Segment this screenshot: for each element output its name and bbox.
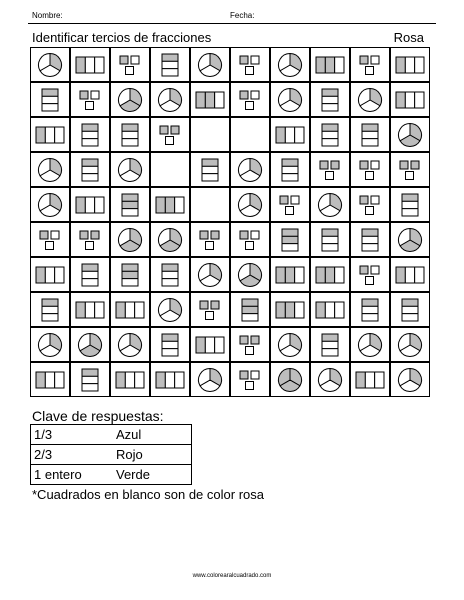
three-squares-fraction-icon	[78, 89, 102, 111]
grid-cell	[270, 82, 310, 117]
grid-cell	[190, 327, 230, 362]
three-squares-fraction-icon	[238, 89, 262, 111]
grid-cell	[350, 327, 390, 362]
horizontal-bar-fraction-icon	[395, 91, 425, 109]
horizontal-bar-fraction-icon	[75, 301, 105, 319]
grid-cell	[150, 327, 190, 362]
grid-cell	[230, 152, 270, 187]
key-fraction: 2/3	[31, 445, 114, 465]
name-label: Nombre:	[32, 11, 63, 20]
grid-cell	[270, 362, 310, 397]
grid-cell	[150, 47, 190, 82]
grid-cell	[310, 152, 350, 187]
grid-cell	[310, 257, 350, 292]
three-squares-fraction-icon	[238, 334, 262, 356]
vertical-bar-fraction-icon	[161, 53, 179, 77]
grid-cell	[390, 47, 430, 82]
grid-cell	[390, 187, 430, 222]
vertical-bar-fraction-icon	[321, 333, 339, 357]
grid-cell	[110, 82, 150, 117]
key-color: Azul	[113, 425, 192, 445]
grid-cell	[190, 362, 230, 397]
horizontal-bar-fraction-icon	[275, 126, 305, 144]
three-squares-fraction-icon	[78, 229, 102, 251]
pie-fraction-icon	[157, 87, 183, 113]
vertical-bar-fraction-icon	[201, 158, 219, 182]
vertical-bar-fraction-icon	[121, 263, 139, 287]
grid-cell	[150, 152, 190, 187]
pie-fraction-icon	[117, 157, 143, 183]
grid-cell	[190, 117, 230, 152]
horizontal-bar-fraction-icon	[195, 91, 225, 109]
grid-cell	[230, 117, 270, 152]
fraction-grid	[30, 47, 430, 397]
answer-key-title: Clave de respuestas:	[32, 408, 164, 424]
grid-cell	[350, 187, 390, 222]
grid-cell	[310, 292, 350, 327]
horizontal-bar-fraction-icon	[395, 56, 425, 74]
grid-cell	[190, 82, 230, 117]
grid-cell	[350, 82, 390, 117]
pie-fraction-icon	[277, 52, 303, 78]
date-label: Fecha:	[230, 11, 255, 20]
pie-fraction-icon	[37, 332, 63, 358]
pie-fraction-icon	[157, 227, 183, 253]
grid-cell	[270, 292, 310, 327]
grid-cell	[150, 222, 190, 257]
grid-cell	[230, 47, 270, 82]
key-color: Verde	[113, 465, 192, 485]
grid-cell	[390, 362, 430, 397]
grid-cell	[110, 327, 150, 362]
pie-fraction-icon	[277, 332, 303, 358]
vertical-bar-fraction-icon	[41, 298, 59, 322]
grid-cell	[70, 47, 110, 82]
grid-cell	[390, 257, 430, 292]
three-squares-fraction-icon	[238, 229, 262, 251]
pie-fraction-icon	[357, 87, 383, 113]
horizontal-bar-fraction-icon	[75, 56, 105, 74]
pie-fraction-icon	[277, 367, 303, 393]
grid-cell	[390, 82, 430, 117]
pie-fraction-icon	[317, 192, 343, 218]
pie-fraction-icon	[77, 332, 103, 358]
pie-fraction-icon	[317, 367, 343, 393]
vertical-bar-fraction-icon	[401, 298, 419, 322]
vertical-bar-fraction-icon	[281, 158, 299, 182]
pie-fraction-icon	[237, 262, 263, 288]
grid-cell	[110, 152, 150, 187]
vertical-bar-fraction-icon	[321, 123, 339, 147]
grid-cell	[110, 222, 150, 257]
grid-cell	[110, 117, 150, 152]
grid-cell	[230, 187, 270, 222]
grid-cell	[230, 327, 270, 362]
horizontal-bar-fraction-icon	[35, 371, 65, 389]
vertical-bar-fraction-icon	[121, 193, 139, 217]
pie-fraction-icon	[397, 332, 423, 358]
answer-key-table	[30, 424, 192, 485]
vertical-bar-fraction-icon	[161, 333, 179, 357]
grid-cell	[110, 187, 150, 222]
answer-key-row	[31, 425, 192, 445]
grid-cell	[390, 222, 430, 257]
three-squares-fraction-icon	[358, 54, 382, 76]
grid-cell	[350, 362, 390, 397]
three-squares-fraction-icon	[238, 54, 262, 76]
key-fraction: 1/3	[31, 425, 114, 445]
grid-cell	[390, 117, 430, 152]
target-color: Rosa	[393, 30, 424, 45]
horizontal-bar-fraction-icon	[315, 301, 345, 319]
grid-cell	[30, 292, 70, 327]
worksheet-title: Identificar tercios de fracciones	[32, 30, 212, 45]
grid-cell	[190, 47, 230, 82]
grid-cell	[190, 187, 230, 222]
grid-cell	[270, 47, 310, 82]
vertical-bar-fraction-icon	[361, 298, 379, 322]
grid-cell	[110, 257, 150, 292]
grid-cell	[70, 82, 110, 117]
grid-cell	[390, 152, 430, 187]
grid-cell	[350, 152, 390, 187]
pie-fraction-icon	[117, 332, 143, 358]
horizontal-bar-fraction-icon	[155, 196, 185, 214]
horizontal-bar-fraction-icon	[195, 336, 225, 354]
grid-cell	[230, 292, 270, 327]
horizontal-bar-fraction-icon	[155, 371, 185, 389]
vertical-bar-fraction-icon	[121, 123, 139, 147]
grid-cell	[30, 257, 70, 292]
vertical-bar-fraction-icon	[81, 263, 99, 287]
vertical-bar-fraction-icon	[241, 298, 259, 322]
horizontal-bar-fraction-icon	[75, 196, 105, 214]
grid-cell	[390, 327, 430, 362]
grid-cell	[310, 362, 350, 397]
grid-cell	[70, 362, 110, 397]
pie-fraction-icon	[397, 367, 423, 393]
key-color: Rojo	[113, 445, 192, 465]
header-line	[28, 23, 436, 24]
grid-cell	[230, 222, 270, 257]
grid-cell	[30, 152, 70, 187]
pie-fraction-icon	[397, 227, 423, 253]
pie-fraction-icon	[277, 87, 303, 113]
grid-cell	[310, 327, 350, 362]
pie-fraction-icon	[117, 227, 143, 253]
grid-cell	[350, 257, 390, 292]
grid-cell	[190, 152, 230, 187]
grid-cell	[310, 187, 350, 222]
three-squares-fraction-icon	[238, 369, 262, 391]
vertical-bar-fraction-icon	[361, 123, 379, 147]
pie-fraction-icon	[357, 332, 383, 358]
grid-cell	[230, 82, 270, 117]
horizontal-bar-fraction-icon	[315, 56, 345, 74]
grid-cell	[150, 257, 190, 292]
three-squares-fraction-icon	[118, 54, 142, 76]
grid-cell	[30, 327, 70, 362]
grid-cell	[110, 362, 150, 397]
grid-cell	[190, 257, 230, 292]
three-squares-fraction-icon	[358, 264, 382, 286]
pie-fraction-icon	[37, 52, 63, 78]
horizontal-bar-fraction-icon	[275, 266, 305, 284]
vertical-bar-fraction-icon	[321, 88, 339, 112]
horizontal-bar-fraction-icon	[355, 371, 385, 389]
horizontal-bar-fraction-icon	[115, 301, 145, 319]
grid-cell	[310, 47, 350, 82]
grid-cell	[230, 362, 270, 397]
grid-cell	[150, 82, 190, 117]
grid-cell	[230, 257, 270, 292]
pie-fraction-icon	[397, 122, 423, 148]
grid-cell	[310, 222, 350, 257]
grid-cell	[30, 117, 70, 152]
vertical-bar-fraction-icon	[401, 193, 419, 217]
horizontal-bar-fraction-icon	[315, 266, 345, 284]
pie-fraction-icon	[37, 157, 63, 183]
grid-cell	[190, 292, 230, 327]
grid-cell	[270, 327, 310, 362]
three-squares-fraction-icon	[358, 194, 382, 216]
grid-cell	[270, 117, 310, 152]
vertical-bar-fraction-icon	[361, 228, 379, 252]
grid-cell	[350, 222, 390, 257]
grid-cell	[70, 117, 110, 152]
pie-fraction-icon	[237, 157, 263, 183]
vertical-bar-fraction-icon	[41, 88, 59, 112]
grid-cell	[70, 187, 110, 222]
pie-fraction-icon	[197, 367, 223, 393]
grid-cell	[350, 292, 390, 327]
three-squares-fraction-icon	[318, 159, 342, 181]
grid-cell	[30, 222, 70, 257]
grid-cell	[150, 187, 190, 222]
horizontal-bar-fraction-icon	[275, 301, 305, 319]
three-squares-fraction-icon	[158, 124, 182, 146]
pie-fraction-icon	[157, 297, 183, 323]
vertical-bar-fraction-icon	[281, 228, 299, 252]
horizontal-bar-fraction-icon	[35, 266, 65, 284]
grid-cell	[70, 152, 110, 187]
horizontal-bar-fraction-icon	[115, 371, 145, 389]
grid-cell	[270, 257, 310, 292]
three-squares-fraction-icon	[278, 194, 302, 216]
pie-fraction-icon	[197, 262, 223, 288]
grid-cell	[310, 82, 350, 117]
grid-cell	[270, 152, 310, 187]
grid-cell	[70, 222, 110, 257]
vertical-bar-fraction-icon	[81, 123, 99, 147]
grid-cell	[30, 82, 70, 117]
pie-fraction-icon	[237, 192, 263, 218]
grid-cell	[270, 187, 310, 222]
grid-cell	[390, 292, 430, 327]
grid-cell	[70, 292, 110, 327]
horizontal-bar-fraction-icon	[35, 126, 65, 144]
grid-cell	[30, 47, 70, 82]
vertical-bar-fraction-icon	[81, 368, 99, 392]
three-squares-fraction-icon	[398, 159, 422, 181]
grid-cell	[350, 47, 390, 82]
key-fraction: 1 entero	[31, 465, 114, 485]
grid-cell	[190, 222, 230, 257]
grid-cell	[310, 117, 350, 152]
footer-url: www.colorearalcuadrado.com	[192, 573, 272, 579]
pie-fraction-icon	[197, 52, 223, 78]
grid-cell	[270, 222, 310, 257]
three-squares-fraction-icon	[358, 159, 382, 181]
three-squares-fraction-icon	[198, 299, 222, 321]
grid-cell	[70, 257, 110, 292]
grid-cell	[30, 187, 70, 222]
pie-fraction-icon	[37, 192, 63, 218]
grid-cell	[150, 362, 190, 397]
answer-key-row	[31, 445, 192, 465]
horizontal-bar-fraction-icon	[395, 266, 425, 284]
vertical-bar-fraction-icon	[81, 158, 99, 182]
blank-squares-note: *Cuadrados en blanco son de color rosa	[32, 487, 264, 502]
grid-cell	[30, 362, 70, 397]
vertical-bar-fraction-icon	[161, 263, 179, 287]
three-squares-fraction-icon	[198, 229, 222, 251]
vertical-bar-fraction-icon	[321, 228, 339, 252]
grid-cell	[110, 47, 150, 82]
grid-cell	[150, 117, 190, 152]
grid-cell	[150, 292, 190, 327]
answer-key-row	[31, 465, 192, 485]
grid-cell	[350, 117, 390, 152]
pie-fraction-icon	[117, 87, 143, 113]
grid-cell	[70, 327, 110, 362]
grid-cell	[110, 292, 150, 327]
three-squares-fraction-icon	[38, 229, 62, 251]
